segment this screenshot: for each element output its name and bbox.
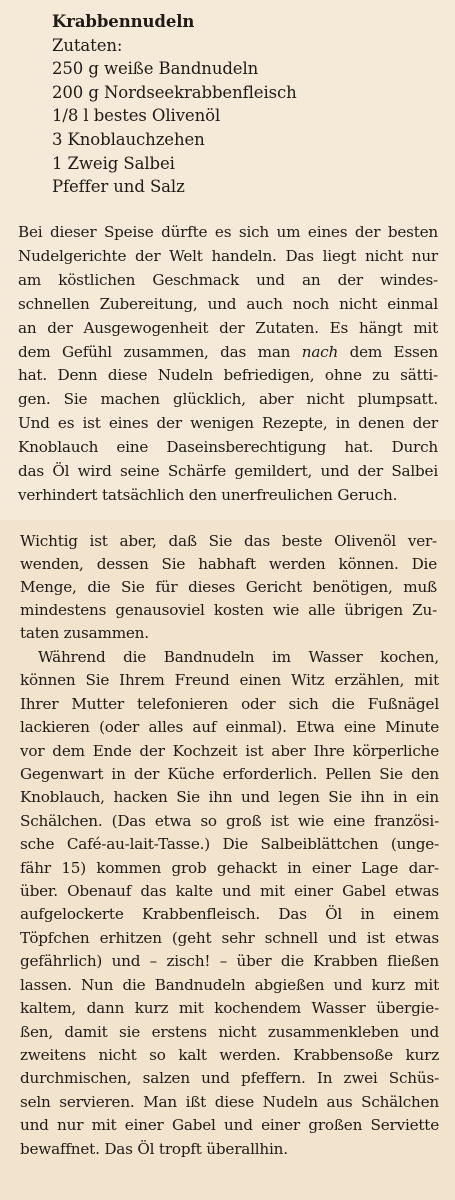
text-line: taten zusammen. xyxy=(20,624,149,643)
ingredient-list xyxy=(52,10,297,199)
text-line: vor dem Ende der Kochzeit ist aber Ihre körperliche xyxy=(20,741,439,760)
text-line: an der Ausgewogenheit der Zutaten. Es hängt mit xyxy=(18,318,438,337)
text-line: schnellen Zubereitung, und auch noch nicht einmal xyxy=(18,294,438,313)
text-line: das Öl wird seine Schärfe gemildert, und der Salbei xyxy=(18,462,438,481)
text-line: und nur mit einer Gabel und einer großen Serviette xyxy=(20,1116,439,1135)
text-line: wenden, dessen Sie habhaft werden können. Die xyxy=(20,555,437,574)
ingredients-heading: Zutaten: xyxy=(52,35,123,55)
text-line-with-emphasis: dem Gefühl zusammen, das man nach dem Essen xyxy=(18,342,439,361)
text-line: Bei dieser Speise dürfte es sich um eines der besten xyxy=(18,223,438,241)
text-line: ßen, damit sie erstens nicht zusammenkleben und xyxy=(20,1022,439,1041)
paragraph-olive-oil xyxy=(0,530,455,645)
text-line: Wichtig ist aber, daß Sie das beste Olivenöl ver- xyxy=(20,532,437,550)
text-line: zweitens nicht so kalt werden. Krabbensoße kurz xyxy=(20,1045,439,1064)
ingredient-line: 1/8 l bestes Olivenöl xyxy=(52,106,221,126)
text-line: Während die Bandnudeln im Wasser kochen, xyxy=(38,648,439,666)
text-line: bewaffnet. Das Öl tropft überallhin. xyxy=(20,1139,288,1158)
text-line: kaltem, dann kurz mit kochendem Wasser übergie- xyxy=(20,999,439,1018)
text-line: durchmischen, salzen und pfeffern. In zwei Schüs- xyxy=(20,1069,439,1088)
text-line: über. Obenauf das kalte und mit einer Gabel etwas xyxy=(20,882,439,901)
text-line: fähr 15) kommen grob gehackt in einer Lage dar- xyxy=(20,858,439,877)
text-line: Menge, die Sie für dieses Gericht benötigen, muß xyxy=(20,578,437,597)
text-line: Knoblauch eine Daseinsberechtigung hat. Durch xyxy=(18,438,438,457)
text-line: sche Café-au-lait-Tasse.) Die Salbeiblättchen (unge- xyxy=(20,835,439,854)
text-line: hat. Denn diese Nudeln befriedigen, ohne zu sätti- xyxy=(18,366,438,385)
text-line: Gegenwart in der Küche erforderlich. Pellen Sie den xyxy=(20,765,439,784)
text-line: am köstlichen Geschmack und an der windes- xyxy=(18,270,438,289)
ingredient-line: 3 Knoblauchzehen xyxy=(52,129,205,149)
paragraph-preparation xyxy=(0,646,455,1161)
text-line: aufgelockerte Krabbenfleisch. Das Öl in einem xyxy=(20,905,439,924)
text-line: gen. Sie machen glücklich, aber nicht plumpsatt. xyxy=(18,390,438,409)
text-line: können Sie Ihrem Freund einen Witz erzählen, mit xyxy=(20,671,439,690)
ingredient-line: 250 g weiße Bandnudeln xyxy=(52,59,259,79)
text-line: gefährlich) und – zisch! – über die Krabben fließen xyxy=(20,952,439,971)
ingredient-line: 200 g Nordseekrabbenfleisch xyxy=(52,82,297,102)
emphasized-word: nach xyxy=(301,342,339,361)
text-line: verhindert tatsächlich den unerfreulichen Geruch. xyxy=(18,485,398,504)
text-line: mindestens genausoviel kosten wie alle übrigen Zu- xyxy=(20,601,437,620)
text-line: lassen. Nun die Bandnudeln abgießen und kurz mit xyxy=(20,975,439,994)
text-line: Ihrer Mutter telefonieren oder sich die Fußnägel xyxy=(20,694,439,713)
text-line: Knoblauch, hacken Sie ihn und legen Sie ihn in ein xyxy=(20,788,439,807)
ingredient-line: 1 Zweig Salbei xyxy=(52,153,175,173)
ingredient-line: Pfeffer und Salz xyxy=(52,177,185,197)
text-line: seln servieren. Man ißt diese Nudeln aus Schälchen xyxy=(20,1092,439,1111)
paragraph-intro xyxy=(0,221,455,508)
text-line: Töpfchen erhitzen (geht sehr schnell und ist etwas xyxy=(20,928,439,947)
text-line: lackieren (oder alles auf einmal). Etwa eine Minute xyxy=(20,718,439,737)
text-line: Nudelgerichte der Welt handeln. Das liegt nicht nur xyxy=(18,246,438,265)
text-line: Und es ist eines der wenigen Rezepte, in denen der xyxy=(18,414,438,433)
recipe-title: Krabbennudeln xyxy=(52,12,195,31)
text-line: Schälchen. (Das etwa so groß ist wie eine französi- xyxy=(20,811,439,830)
